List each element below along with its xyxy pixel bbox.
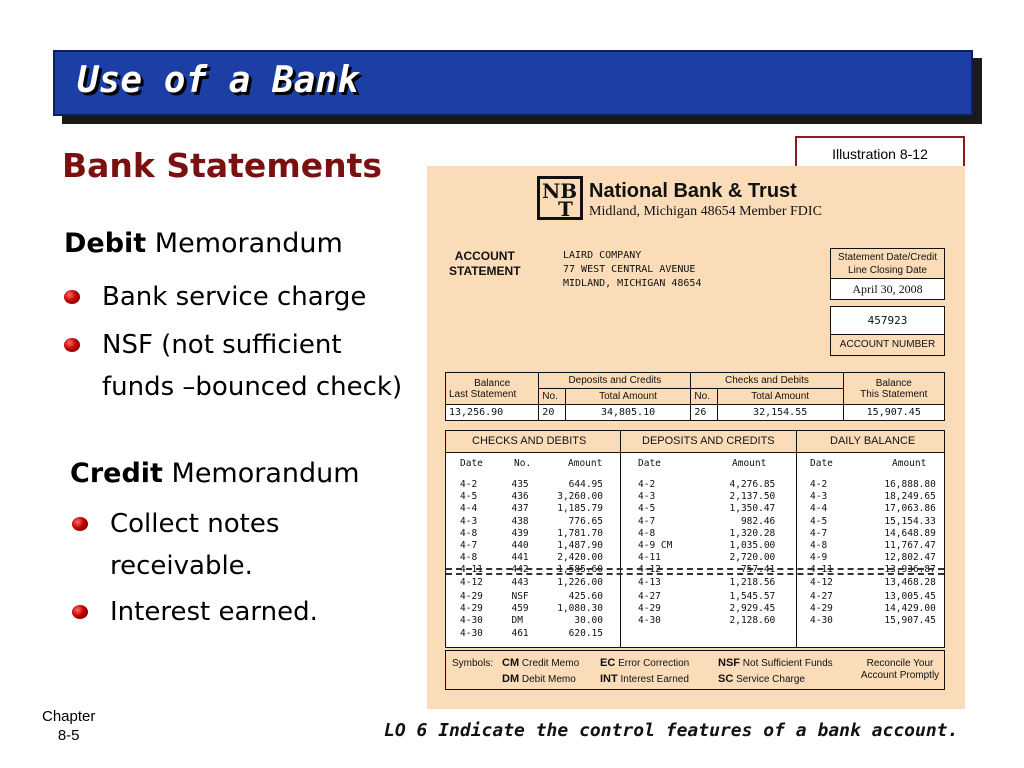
deposits-total: 34,805.10: [565, 405, 691, 421]
transaction-row: 4-7 440 1,487.90: [460, 540, 603, 552]
transaction-row: 4-9 CM 1,035.00: [638, 540, 776, 552]
bullet-icon: [64, 290, 80, 304]
statement-date-box: [830, 248, 945, 300]
balance-bottom-rows: [810, 591, 936, 628]
credit-list: [72, 503, 332, 633]
transaction-row: 4-8 439 1,781.70: [460, 527, 603, 539]
bullet-icon: [72, 605, 88, 619]
transaction-row: 4-12 13,468.28: [810, 576, 936, 588]
checks-count: 26: [691, 405, 717, 421]
transaction-row: 4-29 459 1,080.30: [460, 603, 603, 615]
transaction-row: 4-30 15,907.45: [810, 615, 936, 627]
transaction-row: 4-5 1,350.47: [638, 503, 776, 515]
transaction-row: 4-3 2,137.50: [638, 491, 776, 503]
transaction-row: 4-3 438 776.65: [460, 515, 603, 527]
transaction-detail: [445, 430, 945, 648]
symbol-item: DM Debit Memo: [502, 673, 576, 685]
transaction-row: 4-4 437 1,185.79: [460, 503, 603, 515]
symbol-item: CM Credit Memo: [502, 657, 580, 669]
balance-this-header: Balance This Statement: [843, 373, 944, 405]
transaction-row: 4-13 1,218.56: [638, 576, 776, 588]
checks-total-header: Total Amount: [717, 389, 843, 405]
transaction-row: 4-30 DM 30.00: [460, 615, 603, 627]
transaction-row: 4-5 15,154.33: [810, 515, 936, 527]
symbol-item: NSF Not Sufficient Funds: [718, 657, 833, 669]
bullet-icon: [72, 517, 88, 531]
checks-no-col: No.: [514, 458, 532, 469]
deposits-count: 20: [539, 405, 565, 421]
checks-total: 32,154.55: [717, 405, 843, 421]
logo-bottom-letter: T: [558, 197, 573, 220]
transaction-row: 4-3 18,249.65: [810, 491, 936, 503]
bank-logo-icon: [537, 176, 583, 220]
transaction-row: 4-8 11,767.47: [810, 540, 936, 552]
checks-no-header: No.: [691, 389, 717, 405]
transaction-row: 4-7 982.46: [638, 515, 776, 527]
summary-table: [445, 372, 945, 421]
debit-bold: Debit: [64, 228, 147, 259]
logo-top-letters: NB: [542, 179, 578, 203]
deposits-total-header: Total Amount: [565, 389, 691, 405]
transaction-row: 4-4 17,063.86: [810, 503, 936, 515]
account-number: 457923: [831, 307, 944, 335]
transaction-row: 4-2 4,276.85: [638, 479, 776, 490]
deposits-credits-header: DEPOSITS AND CREDITS: [642, 435, 775, 447]
symbol-item: INT Interest Earned: [600, 673, 689, 685]
symbol-item: SC Service Charge: [718, 673, 805, 685]
deposits-header: Deposits and Credits: [539, 373, 691, 389]
transaction-row: 4-7 14,648.89: [810, 527, 936, 539]
transaction-row: 4-2 435 644.95: [460, 479, 603, 490]
transaction-row: 4-11 13,936.87: [810, 564, 936, 576]
transaction-row: 4-8 441 2,420.00: [460, 552, 603, 564]
transaction-row: 4-27 13,005.45: [810, 591, 936, 602]
list-item: Bank service charge: [64, 276, 404, 318]
column-divider: [796, 431, 797, 647]
list-item: Interest earned.: [72, 591, 332, 633]
transaction-row: 4-2 16,888.80: [810, 479, 936, 490]
balance-this-value: 15,907.45: [843, 405, 944, 421]
deposits-date-col: Date: [638, 458, 661, 469]
credit-bold: Credit: [70, 458, 163, 489]
debit-rest: Memorandum: [146, 228, 343, 259]
account-number-box: [830, 306, 945, 356]
learning-objective: LO 6 Indicate the control features of a bank account.: [384, 720, 959, 741]
transaction-row: 4-9 12,802.47: [810, 552, 936, 564]
transaction-row: 4-12 443 1,226.00: [460, 576, 603, 588]
symbols-legend: [445, 650, 945, 690]
daily-balance-header: DAILY BALANCE: [830, 435, 916, 447]
debit-list: [64, 276, 404, 408]
debit-memo-heading: [64, 228, 343, 259]
account-statement-label: ACCOUNT STATEMENT: [449, 249, 521, 278]
deposits-amount-col: Amount: [732, 458, 767, 469]
bank-name: National Bank & Trust: [589, 180, 797, 202]
statement-date-header: Statement Date/Credit Line Closing Date: [831, 249, 944, 279]
section-heading: Bank Statements: [62, 146, 382, 185]
balance-last-value: 13,256.90: [446, 405, 539, 421]
transaction-row: 4-30 461 620.15: [460, 627, 603, 639]
illustration-label: Illustration 8-12: [795, 136, 965, 172]
checks-bottom-rows: [460, 591, 603, 640]
torn-line: [446, 568, 944, 570]
bullet-icon: [64, 338, 80, 352]
account-number-label: ACCOUNT NUMBER: [831, 335, 944, 355]
transaction-row: 4-8 1,320.28: [638, 527, 776, 539]
torn-line: [446, 573, 944, 575]
bank-address: Midland, Michigan 48654 Member FDIC: [589, 204, 822, 219]
transaction-row: 4-29 2,929.45: [638, 603, 776, 615]
transaction-row: 4-12 757.41: [638, 564, 776, 576]
detail-header-row: [446, 431, 944, 453]
transaction-row: 4-29 NSF 425.60: [460, 591, 603, 602]
credit-rest: Memorandum: [162, 458, 360, 489]
balance-amount-col: Amount: [892, 458, 927, 469]
transaction-row: 4-29 14,429.00: [810, 603, 936, 615]
checks-amount-col: Amount: [568, 458, 603, 469]
credit-memo-heading: [70, 458, 360, 489]
balance-last-header: Balance Last Statement: [446, 373, 539, 405]
list-item: NSF (not sufficient funds –bounced check): [64, 324, 404, 408]
statement-date-value: April 30, 2008: [852, 282, 923, 296]
deposits-bottom-rows: [638, 591, 775, 628]
bank-statement: [427, 166, 965, 709]
transaction-row: 4-5 436 3,260.00: [460, 491, 603, 503]
transaction-row: 4-27 1,545.57: [638, 591, 776, 602]
column-divider: [620, 431, 621, 647]
title-bar: [53, 50, 973, 116]
reconcile-note: Reconcile Your Account Promptly: [860, 658, 940, 681]
chapter-label: Chapter 8-5: [42, 708, 96, 744]
transaction-row: 4-11 2,720.00: [638, 552, 776, 564]
list-item: Collect notes receivable.: [72, 503, 332, 587]
checks-debits-header: CHECKS AND DEBITS: [472, 435, 587, 447]
symbol-item: EC Error Correction: [600, 657, 690, 669]
transaction-row: 4-30 2,128.60: [638, 615, 776, 627]
slide-title: Use of a Bank: [77, 60, 359, 101]
symbols-label: Symbols:: [452, 658, 494, 669]
checks-header: Checks and Debits: [691, 373, 843, 389]
checks-date-col: Date: [460, 458, 483, 469]
balance-date-col: Date: [810, 458, 833, 469]
deposits-no-header: No.: [539, 389, 565, 405]
customer-address: LAIRD COMPANY 77 WEST CENTRAL AVENUE MIDLAND, MICHIGAN 48654: [563, 250, 702, 289]
transaction-row: 4-11 442 1,585.60: [460, 564, 603, 576]
